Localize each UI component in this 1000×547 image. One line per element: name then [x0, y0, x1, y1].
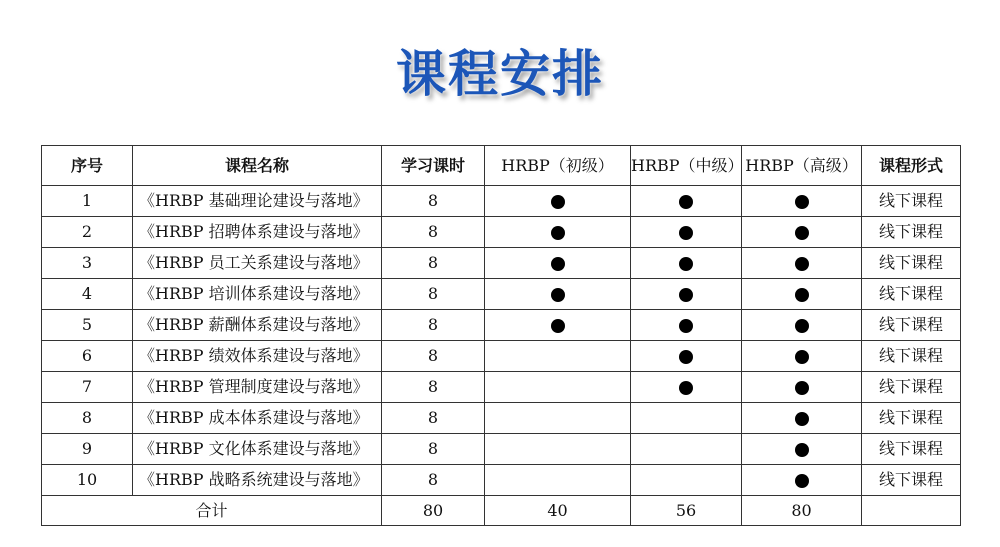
cell-hours: 8 [382, 186, 485, 217]
cell-hours: 8 [382, 279, 485, 310]
included-dot-icon [795, 350, 809, 364]
cell-hrbp-basic [485, 186, 631, 217]
cell-hours: 8 [382, 341, 485, 372]
included-dot-icon [679, 226, 693, 240]
cell-format: 线下课程 [862, 310, 961, 341]
included-dot-icon [795, 319, 809, 333]
cell-format: 线下课程 [862, 403, 961, 434]
included-dot-icon [551, 319, 565, 333]
cell-format: 线下课程 [862, 248, 961, 279]
header-course-name: 课程名称 [133, 146, 382, 186]
cell-no: 4 [42, 279, 133, 310]
cell-hrbp-senior [742, 341, 862, 372]
header-hours: 学习课时 [382, 146, 485, 186]
cell-hrbp-senior [742, 372, 862, 403]
cell-hrbp-basic [485, 341, 631, 372]
cell-hours: 8 [382, 434, 485, 465]
cell-hrbp-mid [631, 248, 742, 279]
cell-hrbp-senior [742, 248, 862, 279]
cell-hrbp-senior [742, 186, 862, 217]
cell-format: 线下课程 [862, 217, 961, 248]
cell-hrbp-mid [631, 341, 742, 372]
cell-hrbp-basic [485, 465, 631, 496]
included-dot-icon [551, 226, 565, 240]
included-dot-icon [795, 195, 809, 209]
included-dot-icon [679, 350, 693, 364]
included-dot-icon [795, 412, 809, 426]
table-header-row [42, 146, 961, 186]
cell-no: 3 [42, 248, 133, 279]
table-row [42, 279, 961, 310]
included-dot-icon [795, 381, 809, 395]
table-row [42, 186, 961, 217]
cell-hrbp-basic [485, 279, 631, 310]
table-row [42, 248, 961, 279]
included-dot-icon [679, 257, 693, 271]
table-row [42, 217, 961, 248]
cell-no: 8 [42, 403, 133, 434]
cell-format: 线下课程 [862, 372, 961, 403]
header-no: 序号 [42, 146, 133, 186]
cell-hrbp-basic [485, 434, 631, 465]
total-mid: 56 [631, 496, 742, 526]
cell-format: 线下课程 [862, 465, 961, 496]
cell-format: 线下课程 [862, 434, 961, 465]
cell-no: 5 [42, 310, 133, 341]
included-dot-icon [795, 474, 809, 488]
included-dot-icon [679, 195, 693, 209]
included-dot-icon [795, 226, 809, 240]
cell-hrbp-mid [631, 434, 742, 465]
cell-hrbp-mid [631, 310, 742, 341]
cell-hrbp-basic [485, 403, 631, 434]
included-dot-icon [679, 288, 693, 302]
cell-format: 线下课程 [862, 186, 961, 217]
table-row [42, 403, 961, 434]
included-dot-icon [795, 443, 809, 457]
cell-hrbp-senior [742, 310, 862, 341]
page-title: 课程安排 [396, 45, 604, 103]
cell-no: 7 [42, 372, 133, 403]
cell-hrbp-mid [631, 372, 742, 403]
cell-hours: 8 [382, 403, 485, 434]
cell-course-name: 《HRBP 战略系统建设与落地》 [133, 465, 382, 496]
cell-hrbp-mid [631, 186, 742, 217]
table-row [42, 310, 961, 341]
cell-hrbp-mid [631, 279, 742, 310]
cell-hours: 8 [382, 217, 485, 248]
cell-course-name: 《HRBP 基础理论建设与落地》 [133, 186, 382, 217]
total-row [42, 496, 961, 526]
included-dot-icon [551, 195, 565, 209]
table-row [42, 434, 961, 465]
cell-hours: 8 [382, 465, 485, 496]
course-schedule-table [41, 145, 961, 526]
included-dot-icon [679, 319, 693, 333]
header-hrbp-basic: HRBP（初级） [485, 146, 631, 186]
table-row [42, 465, 961, 496]
cell-format: 线下课程 [862, 341, 961, 372]
cell-course-name: 《HRBP 文化体系建设与落地》 [133, 434, 382, 465]
cell-course-name: 《HRBP 培训体系建设与落地》 [133, 279, 382, 310]
table-row [42, 372, 961, 403]
cell-hrbp-senior [742, 217, 862, 248]
cell-hours: 8 [382, 248, 485, 279]
cell-hrbp-mid [631, 217, 742, 248]
cell-no: 1 [42, 186, 133, 217]
included-dot-icon [551, 257, 565, 271]
cell-hrbp-basic [485, 248, 631, 279]
cell-course-name: 《HRBP 招聘体系建设与落地》 [133, 217, 382, 248]
cell-course-name: 《HRBP 成本体系建设与落地》 [133, 403, 382, 434]
cell-hrbp-mid [631, 403, 742, 434]
total-label: 合计 [42, 496, 382, 526]
included-dot-icon [679, 381, 693, 395]
included-dot-icon [551, 288, 565, 302]
total-hours: 80 [382, 496, 485, 526]
cell-no: 2 [42, 217, 133, 248]
cell-hrbp-basic [485, 372, 631, 403]
header-format: 课程形式 [862, 146, 961, 186]
cell-course-name: 《HRBP 员工关系建设与落地》 [133, 248, 382, 279]
cell-no: 6 [42, 341, 133, 372]
cell-hrbp-senior [742, 403, 862, 434]
cell-hours: 8 [382, 310, 485, 341]
total-senior: 80 [742, 496, 862, 526]
cell-hrbp-basic [485, 217, 631, 248]
cell-hrbp-senior [742, 434, 862, 465]
cell-course-name: 《HRBP 绩效体系建设与落地》 [133, 341, 382, 372]
cell-hrbp-senior [742, 279, 862, 310]
total-basic: 40 [485, 496, 631, 526]
cell-hrbp-basic [485, 310, 631, 341]
cell-hrbp-senior [742, 465, 862, 496]
table-row [42, 341, 961, 372]
cell-hrbp-mid [631, 465, 742, 496]
cell-no: 10 [42, 465, 133, 496]
header-hrbp-mid: HRBP（中级） [631, 146, 742, 186]
cell-no: 9 [42, 434, 133, 465]
total-format [862, 496, 961, 526]
cell-hours: 8 [382, 372, 485, 403]
cell-format: 线下课程 [862, 279, 961, 310]
cell-course-name: 《HRBP 管理制度建设与落地》 [133, 372, 382, 403]
included-dot-icon [795, 257, 809, 271]
included-dot-icon [795, 288, 809, 302]
cell-course-name: 《HRBP 薪酬体系建设与落地》 [133, 310, 382, 341]
header-hrbp-senior: HRBP（高级） [742, 146, 862, 186]
